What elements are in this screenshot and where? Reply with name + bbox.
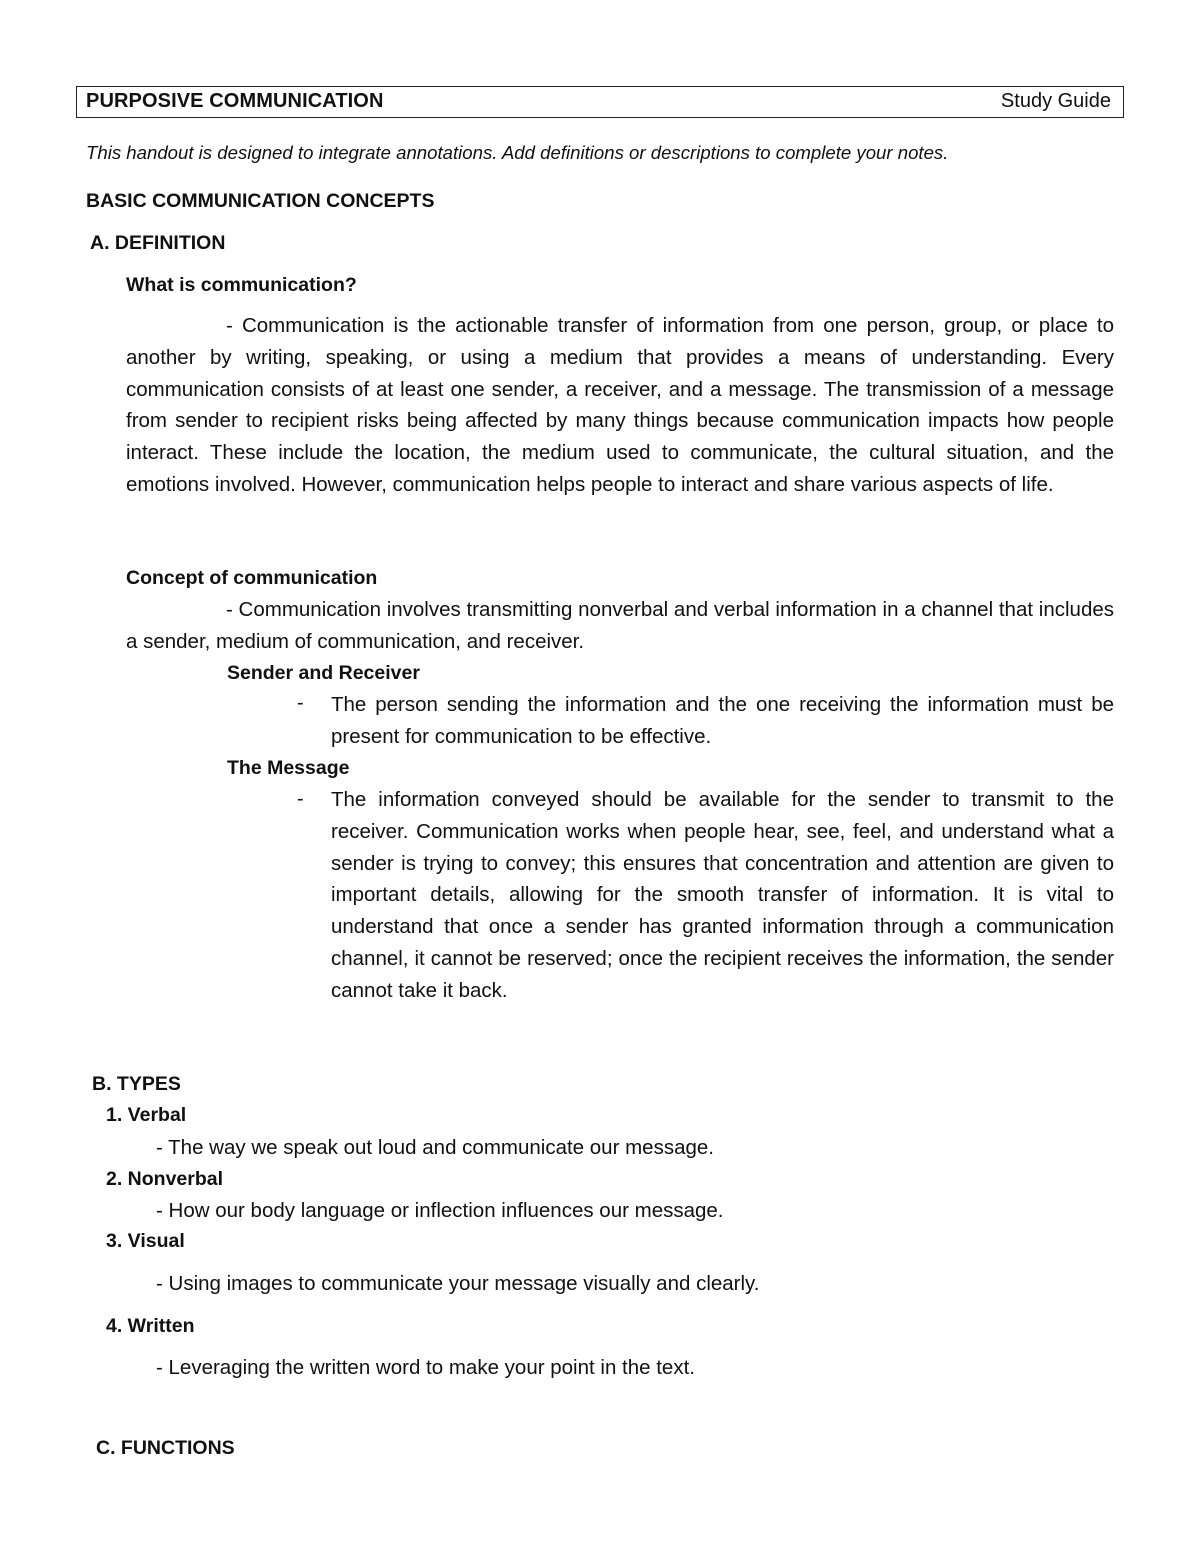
definition-heading: A. DEFINITION [90,232,226,254]
type-title-visual: 3. Visual [106,1230,185,1252]
bullet-dash: - [297,692,304,714]
sender-receiver-heading: Sender and Receiver [227,662,420,684]
definition-paragraph [126,310,1114,501]
bullet-dash: - [297,788,304,810]
sender-receiver-text: The person sending the information and the one receiving the information must be present for communication to be effective. [331,693,1114,748]
functions-heading: C. FUNCTIONS [96,1437,235,1459]
definition-paragraph-text: - Communication is the actionable transfer of information from one person, group, or place to another by writing, speaking, or using a medium that provides a means of understanding. Every communication consists of at least one sender, a receiver, and a message. The transmission of a message from sender to recipient risks being affected by many things because communication impacts how people interact. These include the location, the medium used to communicate, the cultural situation, and the emotions involved. However, communication helps people to interact and share various aspects of life. [126,314,1114,496]
concept-paragraph-text: - Communication involves transmitting nonverbal and verbal information in a channel that includes a sender, medium of communication, and receiver. [126,598,1114,653]
section-title: BASIC COMMUNICATION CONCEPTS [86,190,435,212]
header-box [76,86,1124,118]
type-title-nonverbal: 2. Nonverbal [106,1168,224,1190]
message-text: The information conveyed should be available for the sender to transmit to the receiver. Communication works when people hear, see, feel, and understand what a sender is trying to convey; this ensures that concentration and attention are given to important details, allowing for the smooth transfer of information. It is vital to understand that once a sender has granted information through a communication channel, it cannot be reserved; once the recipient receives the information, the sender cannot take it back. [331,788,1114,1002]
type-desc-nonverbal: - How our body language or inflection influences our message. [156,1199,724,1222]
message-heading: The Message [227,757,350,779]
type-desc-verbal: - The way we speak out loud and communicate our message. [156,1136,714,1159]
types-heading: B. TYPES [92,1073,181,1095]
type-desc-visual: - Using images to communicate your message visually and clearly. [156,1272,760,1295]
concept-paragraph [126,594,1114,658]
type-title-written: 4. Written [106,1315,195,1337]
question-heading: What is communication? [126,274,357,296]
type-title-verbal: 1. Verbal [106,1104,187,1126]
concept-heading: Concept of communication [126,567,378,589]
type-desc-written: - Leveraging the written word to make your point in the text. [156,1356,695,1379]
course-title: PURPOSIVE COMMUNICATION [86,90,384,112]
intro-note: This handout is designed to integrate annotations. Add definitions or descriptions to complete your notes. [86,142,949,163]
guide-label: Study Guide [1000,90,1111,112]
